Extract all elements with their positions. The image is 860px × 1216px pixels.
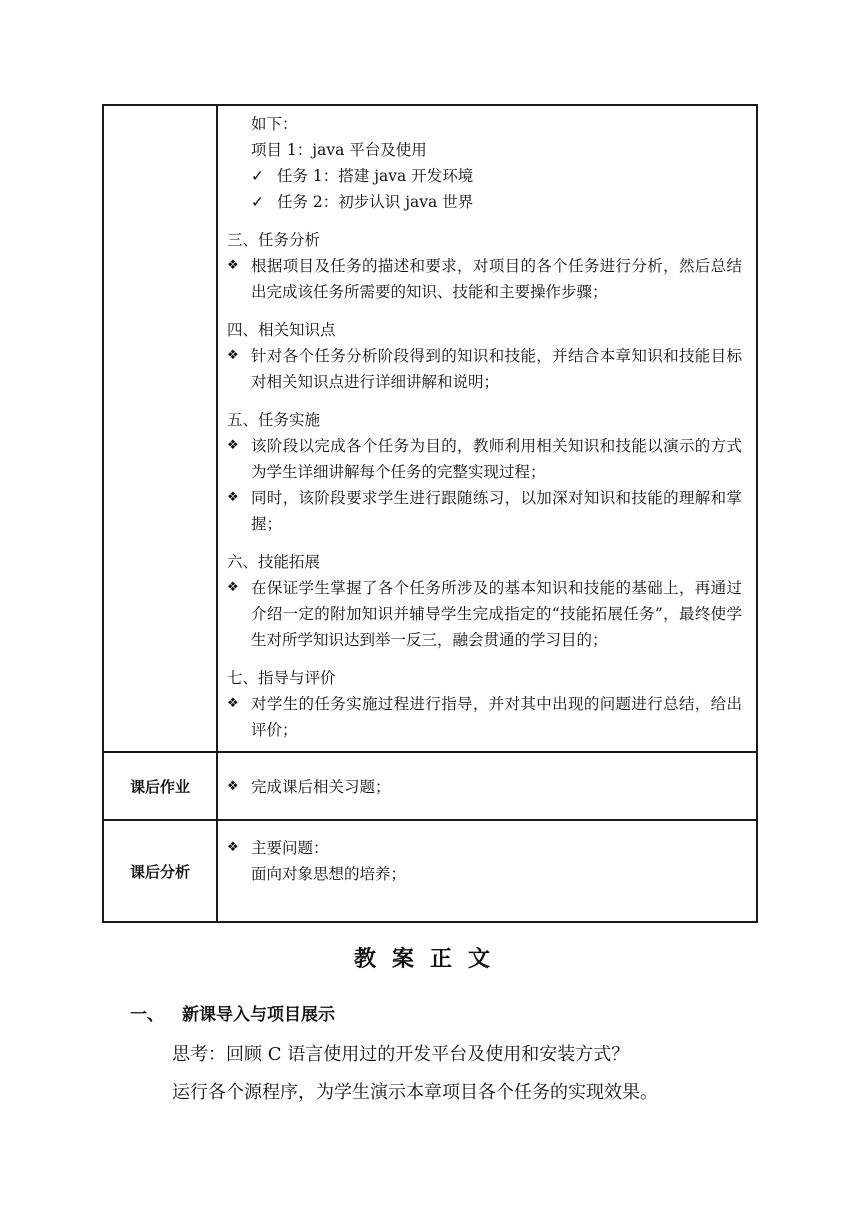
homework-label: 课后作业 <box>103 752 217 820</box>
checkmark-icon: ✓ <box>251 193 264 211</box>
document-title: 教案正文 <box>353 946 506 972</box>
homework-item <box>227 774 742 800</box>
bullet-text: 在保证学生掌握了各个任务所涉及的基本知识和技能的基础上，再通过介绍一定的附加知识并辅导学生完成指定的“技能拓展任务”，最终使学生对所学知识达到举一反三，融会贯通的学习目的； <box>251 579 742 649</box>
analysis-detail: 面向对象思想的培养； <box>251 865 407 883</box>
project-line: 项目 1：java 平台及使用 <box>251 141 427 159</box>
task-list <box>227 163 742 215</box>
paragraph-demo: 运行各个源程序，为学生演示本章项目各个任务的实现效果。 <box>172 1082 658 1103</box>
bullet-text: 该阶段以完成各个任务为目的，教师利用相关知识和技能以演示的方式为学生详细讲解每个任务的完整实现过程； <box>251 437 742 481</box>
task-item <box>227 189 742 215</box>
lesson-plan-table <box>102 104 758 923</box>
section-bullet <box>227 485 742 537</box>
bullet-diamond-icon: ❖ <box>227 580 239 595</box>
section-block <box>227 227 742 305</box>
section-list <box>227 227 742 743</box>
section-block <box>227 665 742 743</box>
homework-text: 完成课后相关习题； <box>251 778 391 796</box>
section-bullet <box>227 253 742 305</box>
bullet-diamond-icon: ❖ <box>227 490 239 505</box>
analysis-row <box>103 820 757 922</box>
section-number: 一、 <box>130 1005 164 1024</box>
section-bullet <box>227 691 742 743</box>
section-heading: 七、指导与评价 <box>227 669 336 687</box>
section-heading: 四、相关知识点 <box>227 321 336 339</box>
section-block <box>227 317 742 395</box>
section-bullet <box>227 575 742 653</box>
bullet-diamond-icon: ❖ <box>227 348 239 363</box>
bullet-text: 对学生的任务实施过程进行指导，并对其中出现的问题进行总结，给出评价； <box>251 695 742 739</box>
task-text: 任务 2：初步认识 java 世界 <box>277 193 474 211</box>
teaching-process-cell <box>217 105 757 752</box>
bullet-text: 根据项目及任务的描述和要求，对项目的各个任务进行分析，然后总结出完成该任务所需要的知识、技能和主要操作步骤； <box>251 257 742 301</box>
section-heading: 五、任务实施 <box>227 411 321 429</box>
section-bullet <box>227 343 742 395</box>
homework-row <box>103 752 757 820</box>
analysis-label: 课后分析 <box>103 820 217 922</box>
section-heading <box>130 1000 335 1025</box>
analysis-item <box>227 835 742 861</box>
bullet-text: 针对各个任务分析阶段得到的知识和技能，并结合本章知识和技能目标对相关知识点进行详细讲解和说明； <box>251 347 742 391</box>
bullet-diamond-icon: ❖ <box>227 840 239 855</box>
task-item <box>227 163 742 189</box>
section-block <box>227 407 742 537</box>
analysis-text: 主要问题： <box>251 839 329 857</box>
empty-label-cell <box>103 105 217 752</box>
checkmark-icon: ✓ <box>251 167 264 185</box>
section-heading: 六、技能拓展 <box>227 553 321 571</box>
section-title: 新课导入与项目展示 <box>182 1005 335 1024</box>
bullet-diamond-icon: ❖ <box>227 779 239 794</box>
section-bullet <box>227 433 742 485</box>
section-block <box>227 549 742 653</box>
bullet-text: 同时，该阶段要求学生进行跟随练习，以加深对知识和技能的理解和掌握； <box>251 489 742 533</box>
teaching-process-row <box>103 105 757 752</box>
analysis-cell <box>217 820 757 922</box>
task-text: 任务 1：搭建 java 开发环境 <box>277 167 474 185</box>
homework-cell <box>217 752 757 820</box>
paragraph-think: 思考：回顾 C 语言使用过的开发平台及使用和安装方式？ <box>172 1044 630 1065</box>
section-heading: 三、任务分析 <box>227 231 321 249</box>
bullet-diamond-icon: ❖ <box>227 258 239 273</box>
bullet-diamond-icon: ❖ <box>227 696 239 711</box>
intro-line: 如下： <box>251 115 298 133</box>
bullet-diamond-icon: ❖ <box>227 438 239 453</box>
